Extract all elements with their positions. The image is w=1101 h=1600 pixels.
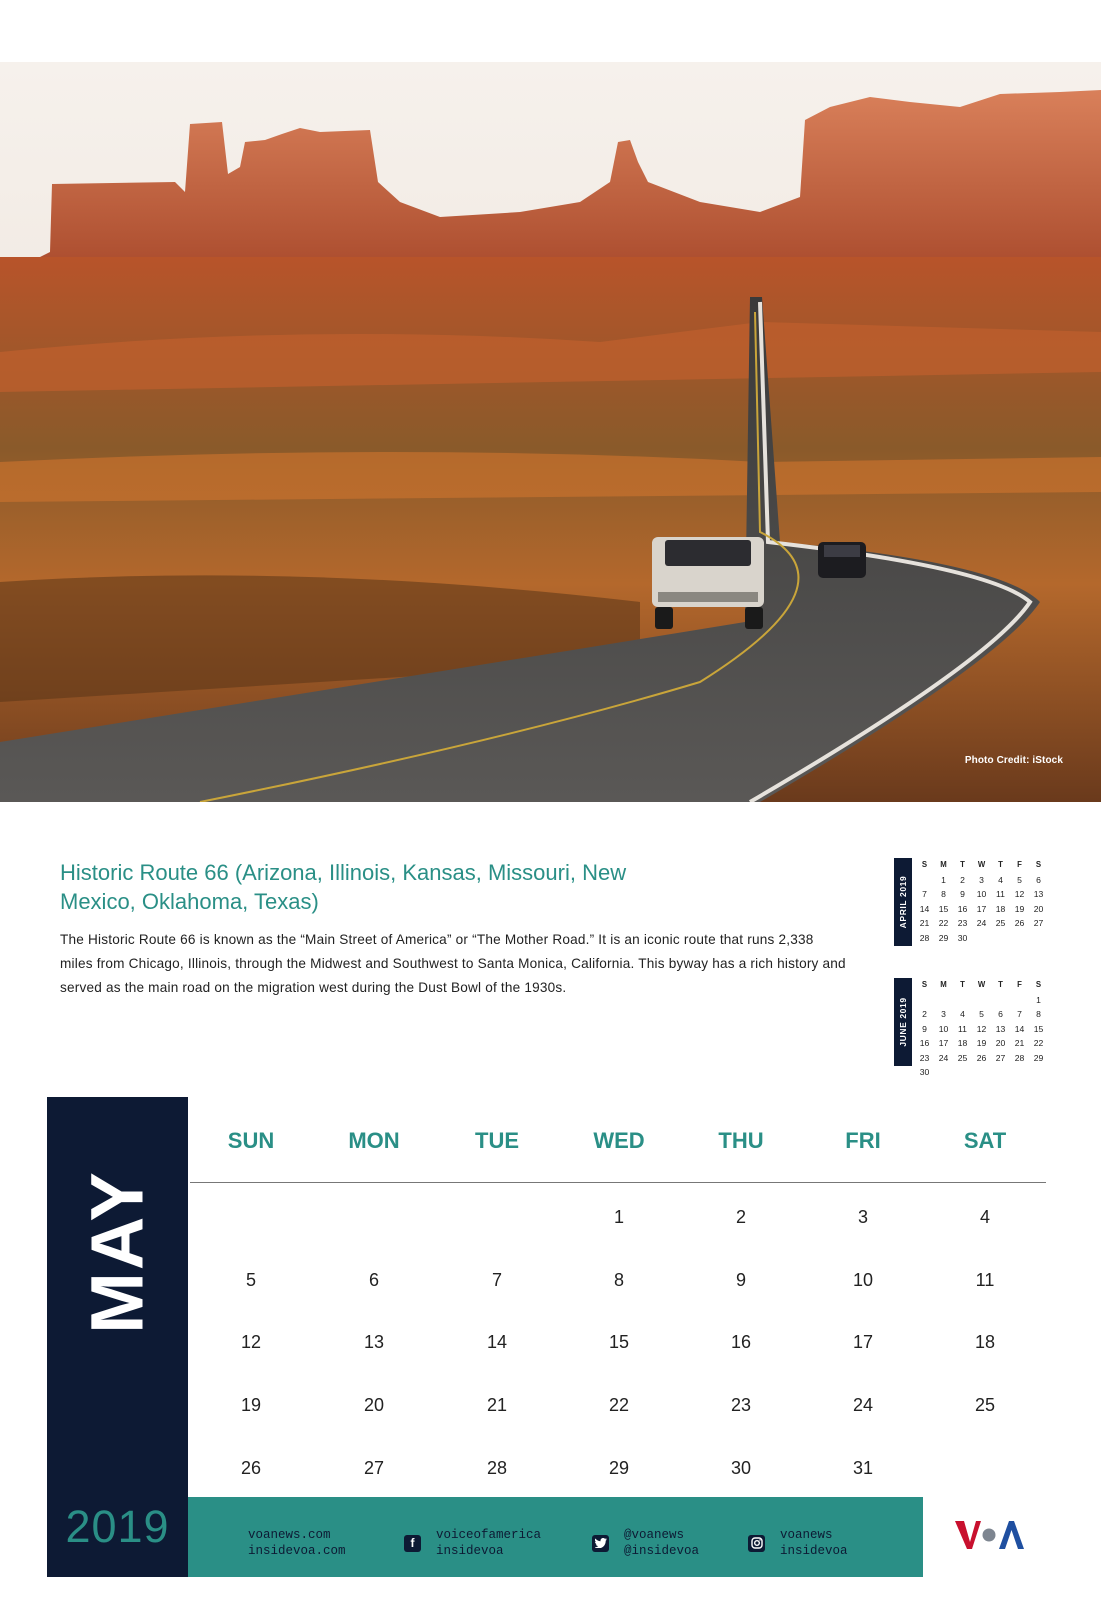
facebook-icon[interactable]: f [404, 1535, 421, 1552]
calendar-day: 1 [613, 1207, 624, 1227]
mini-day: 19 [1014, 903, 1025, 914]
month-name: MAY [75, 1170, 159, 1334]
mini-day: 6 [1036, 874, 1041, 885]
mini-day [991, 1065, 1010, 1080]
weekday-header: THU [718, 1128, 764, 1153]
mini-weekday: T [960, 860, 965, 869]
mini-day: 27 [1033, 918, 1044, 928]
calendar-day: 2 [735, 1207, 746, 1227]
mini-day: 17 [976, 903, 987, 914]
mini-day [1029, 1065, 1048, 1080]
mini-day: 24 [976, 918, 987, 928]
photo-credit: Photo Credit: iStock [964, 755, 1063, 766]
mini-calendar-label-tab [894, 858, 912, 946]
calendar-day: 24 [852, 1395, 874, 1415]
mini-day: 15 [938, 903, 949, 914]
calendar-day: 29 [608, 1458, 630, 1478]
mini-day: 3 [979, 874, 984, 885]
mini-day: 26 [1014, 918, 1025, 928]
mini-day: 21 [1014, 1038, 1025, 1048]
voa-logo [955, 1518, 1025, 1552]
weekday-header: TUE [475, 1128, 519, 1153]
calendar-day: 21 [486, 1395, 508, 1415]
mini-day: 25 [995, 918, 1006, 928]
mini-day: 4 [998, 874, 1003, 885]
mini-calendar-label: APRIL 2019 [898, 875, 908, 929]
instagram-icon[interactable] [748, 1535, 765, 1552]
mini-day: 1 [941, 874, 946, 885]
mini-weekday: S [1035, 860, 1042, 869]
facebook-handle[interactable]: insidevoa [436, 1544, 504, 1558]
calendar-day: 9 [735, 1270, 746, 1290]
calendar-day: 5 [245, 1270, 256, 1290]
mini-day: 11 [996, 889, 1005, 899]
mini-day: 5 [979, 1009, 984, 1019]
calendar-day: 8 [613, 1270, 624, 1290]
weekday-header: SAT [963, 1128, 1007, 1153]
calendar-day: 26 [240, 1458, 262, 1478]
mini-day: 4 [960, 1009, 965, 1019]
mini-day: 16 [919, 1038, 930, 1048]
mini-day: 6 [998, 1009, 1003, 1019]
calendar-day: 28 [486, 1458, 508, 1478]
mini-day: 2 [922, 1009, 927, 1019]
mini-day: 23 [957, 918, 968, 928]
instagram-handle[interactable]: insidevoa [780, 1544, 848, 1558]
route-title: Historic Route 66 (Arizona, Illinois, Kansas, Missouri, New Mexico, Oklahoma, Texas) [60, 860, 627, 914]
mini-weekday: F [1017, 860, 1022, 869]
route-description: The Historic Route 66 is known as the “Main Street of America” or “The Mother Road.” It is an iconic route that runs 2,338 miles from Chicago, Illinois, through the Midwest and Southwest to Santa Monica, California. This byway has a rich history and served as the main road on the migration west during the Dust Bowl of the 1930s. [60, 932, 846, 995]
calendar-day: 4 [979, 1207, 990, 1227]
mini-day: 24 [938, 1052, 949, 1063]
weekday-header: MON [348, 1128, 400, 1153]
weekday-header: WED [593, 1128, 645, 1153]
twitter-icon[interactable] [592, 1535, 609, 1552]
mini-day: 2 [960, 874, 965, 885]
mini-day: 15 [1033, 1023, 1044, 1034]
mini-day: 28 [1014, 1052, 1025, 1063]
mini-weekday: S [1035, 980, 1042, 989]
month-sidebar [47, 1097, 188, 1577]
mini-day: 9 [922, 1023, 927, 1034]
calendar-day: 7 [491, 1270, 502, 1290]
mini-day: 26 [976, 1052, 987, 1063]
mini-day: 30 [919, 1067, 930, 1077]
mini-day [991, 931, 1010, 946]
mini-day [915, 873, 934, 888]
mini-weekday: F [1017, 980, 1022, 989]
mini-day: 13 [995, 1023, 1006, 1034]
instagram-handle[interactable]: voanews [780, 1528, 833, 1542]
calendar-day: 13 [363, 1332, 385, 1352]
mini-weekday: W [977, 980, 986, 989]
footer-link-insidevoa[interactable]: insidevoa.com [248, 1544, 346, 1558]
mini-day: 22 [938, 918, 949, 928]
twitter-handle[interactable]: @insidevoa [624, 1544, 700, 1558]
calendar-day: 17 [852, 1332, 874, 1352]
mini-weekday: T [998, 980, 1003, 989]
calendar-day: 10 [852, 1270, 874, 1290]
mini-day [1010, 993, 1029, 1008]
mini-day: 13 [1033, 889, 1044, 899]
calendar-day: 23 [730, 1395, 752, 1415]
mini-day [1029, 931, 1048, 946]
mini-day: 3 [941, 1009, 946, 1019]
mini-day: 29 [1033, 1052, 1044, 1063]
mini-calendar-label-tab [894, 978, 912, 1066]
mini-day: 22 [1033, 1038, 1044, 1048]
mini-weekday: M [940, 980, 947, 989]
mini-day [934, 993, 953, 1008]
footer-web-links [248, 1527, 346, 1559]
calendar-day: 30 [730, 1458, 752, 1478]
mini-calendar-label: JUNE 2019 [898, 997, 908, 1047]
mini-day [953, 1065, 972, 1080]
mini-day: 28 [919, 932, 930, 943]
mini-weekday: W [977, 860, 986, 869]
mini-day: 23 [919, 1052, 930, 1063]
mini-calendar-grid [915, 978, 1048, 1080]
mini-day: 5 [1017, 874, 1022, 885]
mini-day [972, 931, 991, 946]
mini-day: 10 [938, 1023, 949, 1034]
calendar-day: 15 [608, 1332, 630, 1352]
weekday-header: FRI [845, 1128, 881, 1153]
mini-day: 12 [976, 1023, 987, 1034]
mini-day [972, 993, 991, 1008]
mini-day: 8 [1036, 1009, 1041, 1019]
mini-day [915, 993, 934, 1008]
mini-day: 14 [1014, 1023, 1025, 1034]
mini-day: 11 [958, 1023, 967, 1034]
monument-valley-road-photo [0, 62, 1101, 802]
calendar-day: 20 [363, 1395, 385, 1415]
footer-link-voanews[interactable]: voanews.com [248, 1528, 331, 1542]
mini-day [1010, 931, 1029, 946]
mini-day: 10 [976, 889, 987, 899]
mini-day: 18 [995, 903, 1006, 914]
hero-photo [0, 62, 1101, 802]
mini-day: 8 [941, 889, 946, 899]
mini-weekday: M [940, 860, 947, 869]
mini-day: 20 [1033, 903, 1044, 914]
calendar-day: 3 [857, 1207, 868, 1227]
calendar-day: 12 [240, 1332, 262, 1352]
mini-day [953, 993, 972, 1008]
footer-twitter [592, 1527, 699, 1559]
calendar-day: 18 [974, 1332, 996, 1352]
mini-day: 14 [919, 903, 930, 914]
calendar-day: 25 [974, 1395, 996, 1415]
mini-day: 1 [1036, 994, 1041, 1005]
twitter-handle[interactable]: @voanews [624, 1528, 685, 1542]
header-divider [190, 1182, 1046, 1183]
calendar-day: 27 [363, 1458, 385, 1478]
calendar-day: 31 [852, 1458, 874, 1478]
calendar-day: 22 [608, 1395, 630, 1415]
calendar-day: 19 [240, 1395, 262, 1415]
footer-bar [188, 1497, 923, 1577]
mini-day: 25 [957, 1052, 968, 1063]
facebook-handle[interactable]: voiceofamerica [436, 1528, 542, 1542]
mini-day: 18 [957, 1038, 968, 1048]
weekday-header: SUN [227, 1128, 275, 1153]
mini-calendar-grid [915, 858, 1048, 945]
mini-weekday: S [921, 980, 928, 989]
calendar-day: 6 [368, 1270, 379, 1290]
calendar-day: 14 [486, 1332, 508, 1352]
mini-day: 21 [919, 918, 930, 928]
mini-day: 19 [976, 1038, 987, 1048]
calendar-day: 16 [730, 1332, 752, 1352]
mini-day: 16 [957, 903, 968, 914]
mini-weekday: T [960, 980, 965, 989]
mini-day: 30 [957, 932, 968, 943]
year-label: 2019 [65, 1501, 170, 1552]
mini-day: 20 [995, 1038, 1006, 1048]
mini-day [972, 1065, 991, 1080]
mini-day: 12 [1014, 889, 1025, 899]
mini-day [991, 993, 1010, 1008]
mini-day: 9 [960, 889, 965, 899]
mini-day: 27 [995, 1052, 1006, 1063]
mini-weekday: S [921, 860, 928, 869]
mini-day: 17 [938, 1038, 949, 1048]
mini-weekday: T [998, 860, 1003, 869]
mini-day: 7 [1017, 1009, 1022, 1019]
calendar-day: 11 [975, 1270, 995, 1290]
mini-day [1010, 1065, 1029, 1080]
footer-instagram [748, 1527, 848, 1559]
mini-day: 29 [938, 932, 949, 943]
mini-day: 7 [922, 889, 927, 899]
mini-day [934, 1065, 953, 1080]
footer-facebook [404, 1527, 541, 1559]
